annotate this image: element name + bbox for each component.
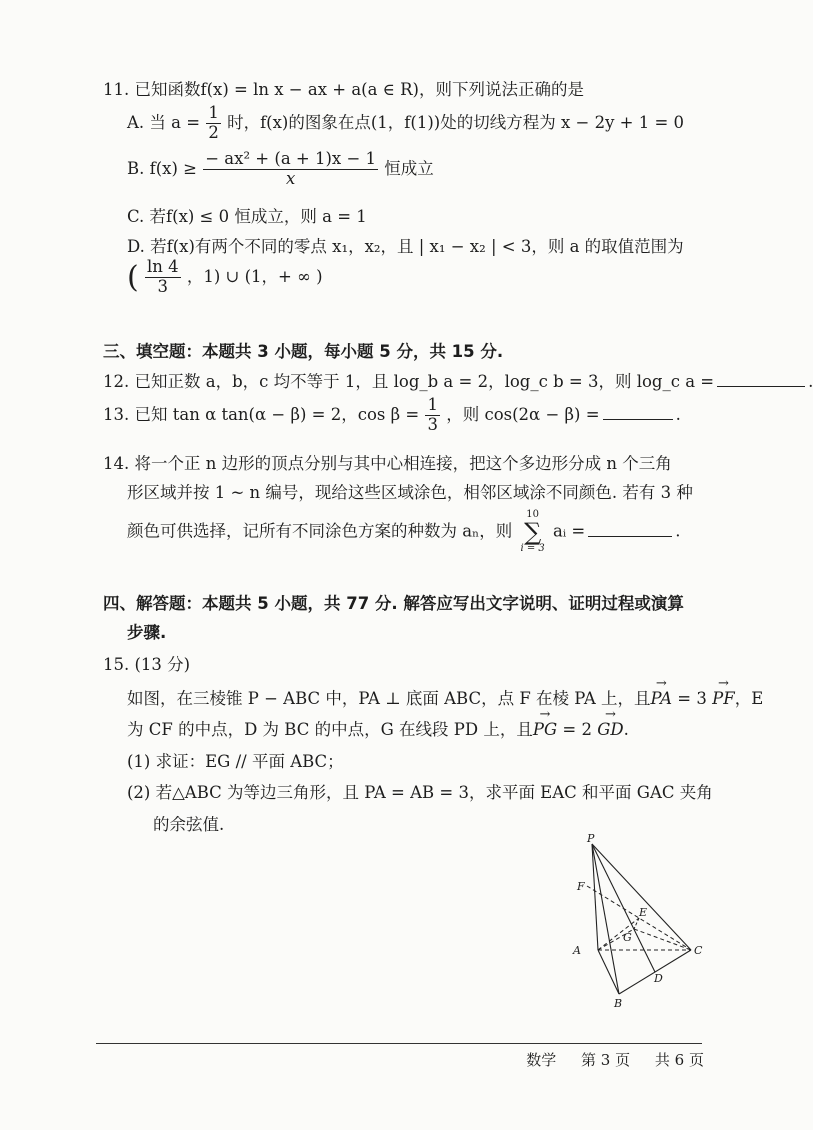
label-b: B xyxy=(614,997,623,1010)
q15-line1-end: ，E xyxy=(734,689,764,708)
label-a: A xyxy=(573,944,581,957)
q14-line3-text: 颜色可供选择，记所有不同涂色方案的种数为 aₙ，则 xyxy=(127,521,513,541)
q15-part2-line1: (2) 若△ABC 为等边三角形，且 PA = AB = 3，求平面 EAC 和平面 GAC 夹角 xyxy=(127,783,713,802)
vector-pg: → PG xyxy=(533,720,557,739)
q14-term: aᵢ = xyxy=(553,521,586,541)
label-d: D xyxy=(654,972,663,985)
q15-line2-end: . xyxy=(623,720,629,739)
section-4-heading-line2: 步骤. xyxy=(127,623,167,642)
q11-option-b-post: 恒成立 xyxy=(384,158,434,178)
fraction-numerator: − ax² + (a + 1)x − 1 xyxy=(205,149,377,168)
sum-upper-limit: 10 xyxy=(526,509,539,520)
q11-option-b-pre: B. f(x) ≥ xyxy=(127,158,197,178)
fraction-ln4-3 xyxy=(145,258,181,297)
q11-option-a-pre: A. 当 a = xyxy=(127,112,201,132)
q11-stem: 11. 已知函数f(x) = ln x − ax + a(a ∈ R)，则下列说法正确的是 xyxy=(103,80,584,99)
pyramid-figure xyxy=(556,832,716,1012)
q11-option-d-line1: D. 若f(x)有两个不同的零点 x₁，x₂，且 | x₁ − x₂ | < 3，则 a 的取值范围为 xyxy=(127,237,684,256)
answer-blank xyxy=(588,535,672,537)
footer-page-number: 第 3 页 xyxy=(581,1051,631,1069)
q13-post: ，则 cos(2α − β) = xyxy=(446,404,600,424)
vector-pf: → PF xyxy=(712,689,735,708)
label-p: P xyxy=(587,832,595,845)
vector-pa: → PA xyxy=(651,689,673,708)
q12: 12. 已知正数 a，b，c 均不等于 1，且 log_b a = 2，log_c b = 3，则 log_c a = . xyxy=(103,372,813,391)
q14-line2: 形区域并按 1 ~ n 编号，现给这些区域涂色，相邻区域涂不同颜色. 若有 3 种 xyxy=(127,483,693,502)
q14-line3: 颜色可供选择，记所有不同涂色方案的种数为 aₙ，则 10 ∑ i = 3 aᵢ = . xyxy=(127,509,681,554)
label-e: E xyxy=(639,906,648,919)
edge-pc xyxy=(592,844,691,950)
label-c: C xyxy=(694,944,703,957)
label-f: F xyxy=(577,880,585,893)
summation-symbol xyxy=(520,510,544,554)
fraction-expression xyxy=(203,150,378,189)
fraction-numerator: 1 xyxy=(427,395,438,414)
q13-pre: 13. 已知 tan α tan(α − β) = 2，cos β = xyxy=(103,404,420,424)
q11-option-b xyxy=(127,150,434,189)
q15-part2-line2: 的余弦值. xyxy=(153,815,225,834)
q11-option-c: C. 若f(x) ≤ 0 恒成立，则 a = 1 xyxy=(127,207,367,226)
fraction-one-third xyxy=(425,396,440,435)
q15-line1-text: 如图，在三棱锥 P − ABC 中，PA ⊥ 底面 ABC，点 F 在棱 PA 上，且 xyxy=(127,689,651,708)
fraction-numerator: ln 4 xyxy=(146,257,179,276)
q11-option-a-post: 时，f(x)的图象在点(1，f(1))处的切线方程为 x − 2y + 1 = 0 xyxy=(227,112,685,132)
q15-heading: 15. (13 分) xyxy=(103,655,191,674)
q11-option-d-post: ，1) ∪ (1，+ ∞ ) xyxy=(186,266,323,286)
fraction-denominator: 3 xyxy=(157,276,169,296)
page-footer xyxy=(506,1049,704,1070)
fraction-one-half xyxy=(206,104,221,143)
footer-subject: 数学 xyxy=(526,1051,557,1069)
section-3-heading: 三、填空题：本题共 3 小题，每小题 5 分，共 15 分. xyxy=(103,342,504,361)
q15-part1: (1) 求证：EG // 平面 ABC； xyxy=(127,752,344,771)
sum-lower-limit: i = 3 xyxy=(520,543,545,554)
section-4-heading-line1: 四、解答题：本题共 5 小题，共 77 分. 解答应写出文字说明、证明过程或演算 xyxy=(103,594,684,613)
vector-gd: → GD xyxy=(597,720,623,739)
footer-total-pages: 共 6 页 xyxy=(654,1051,704,1069)
q13: 13. 已知 tan α tan(α − β) = 2，cos β = $\frac{1}{3}$ ，则 cos(2α − β) = . xyxy=(103,395,681,434)
q15-eq-2: = 2 xyxy=(557,720,598,739)
q15-line2-text: 为 CF 的中点，D 为 BC 的中点，G 在线段 PD 上，且 xyxy=(127,720,533,739)
segment-ae xyxy=(598,918,639,950)
q15-line2 xyxy=(127,716,629,740)
q11-option-a xyxy=(127,104,684,143)
sigma-glyph: ∑ xyxy=(524,518,542,546)
fraction-numerator: 1 xyxy=(208,103,219,122)
answer-blank xyxy=(717,385,805,387)
fraction-denominator: x xyxy=(285,168,296,188)
q14-line1: 14. 将一个正 n 边形的顶点分别与其中心相连接，把这个多边形分成 n 个三角 xyxy=(103,454,672,473)
q15-eq-3: = 3 xyxy=(672,689,713,708)
q15-line1 xyxy=(127,685,763,709)
fraction-denominator: 3 xyxy=(427,414,438,434)
q12-text: 12. 已知正数 a，b，c 均不等于 1，且 log_b a = 2，log_c b = 3，则 log_c a = xyxy=(103,372,715,391)
edge-ab xyxy=(598,950,619,994)
answer-blank xyxy=(603,418,673,420)
label-g: G xyxy=(623,931,632,944)
q11-option-d-line2 xyxy=(127,258,323,297)
open-paren: ( xyxy=(127,259,139,295)
footer-divider xyxy=(96,1043,702,1044)
fraction-denominator: 2 xyxy=(208,122,219,142)
